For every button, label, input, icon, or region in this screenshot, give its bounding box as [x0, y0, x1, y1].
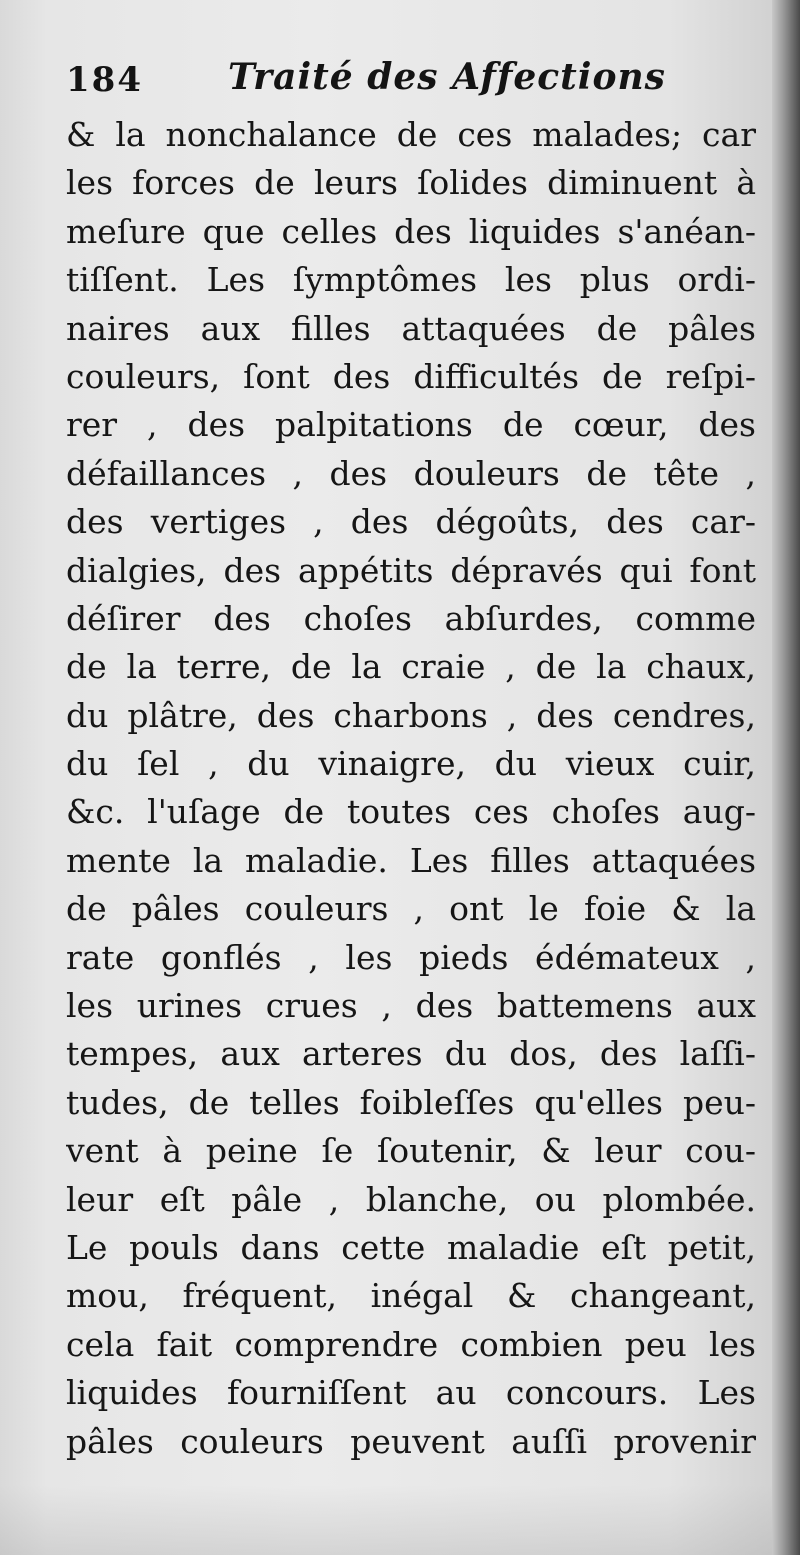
text-line: cela fait comprendre combien peu les	[66, 1324, 756, 1364]
text-line: &c. l'uſage de toutes ces choſes aug-	[66, 792, 756, 832]
text-line: déſirer des choſes abſurdes, comme	[66, 598, 756, 638]
text-line: mente la maladie. Les filles attaquées	[66, 840, 756, 880]
text-line: tudes, de telles foibleſſes qu'elles peu-	[66, 1082, 756, 1122]
text-line: des vertiges , des dégoûts, des car-	[66, 502, 756, 542]
page-number: 184	[66, 60, 143, 100]
text-line: de pâles couleurs , ont le foie & la	[66, 889, 756, 929]
text-line: les urines crues , des battemens aux	[66, 986, 756, 1026]
text-line: les forces de leurs ſolides diminuent à	[66, 163, 756, 203]
text-line: leur eſt pâle , blanche, ou plombée.	[66, 1179, 756, 1219]
text-line: pâles couleurs peuvent auſſi provenir	[66, 1421, 756, 1461]
text-line: meſure que celles des liquides s'anéan-	[66, 211, 756, 251]
text-line: de la terre, de la craie , de la chaux,	[66, 647, 756, 687]
text-line: dialgies, des appétits dépravés qui font	[66, 550, 756, 590]
body-text	[66, 111, 756, 1466]
text-line: défaillances , des douleurs de tête ,	[66, 453, 756, 493]
text-line: rer , des palpitations de cœur, des	[66, 405, 756, 445]
running-title: Traité des Affections	[228, 56, 666, 98]
text-line: tempes, aux arteres du dos, des laſſi-	[66, 1034, 756, 1074]
text-line: rate gonflés , les pieds édémateux ,	[66, 937, 756, 977]
text-line: tiſſent. Les ſymptômes les plus ordi-	[66, 260, 756, 300]
text-line: du ſel , du vinaigre, du vieux cuir,	[66, 744, 756, 784]
text-line: du plâtre, des charbons , des cendres,	[66, 695, 756, 735]
text-line: naires aux filles attaquées de pâles	[66, 308, 756, 348]
text-line: Le pouls dans cette maladie eſt petit,	[66, 1227, 756, 1267]
text-line: couleurs, ſont des difficultés de reſpi-	[66, 356, 756, 396]
text-line: mou, fréquent, inégal & changeant,	[66, 1276, 756, 1316]
text-line: & la nonchalance de ces malades; car	[66, 115, 756, 154]
page-header	[66, 52, 766, 112]
page-edge-shadow	[772, 0, 800, 1555]
text-line: vent à peine ſe ſoutenir, & leur cou-	[66, 1131, 756, 1171]
text-line: liquides fourniſſent au concours. Les	[66, 1373, 756, 1413]
